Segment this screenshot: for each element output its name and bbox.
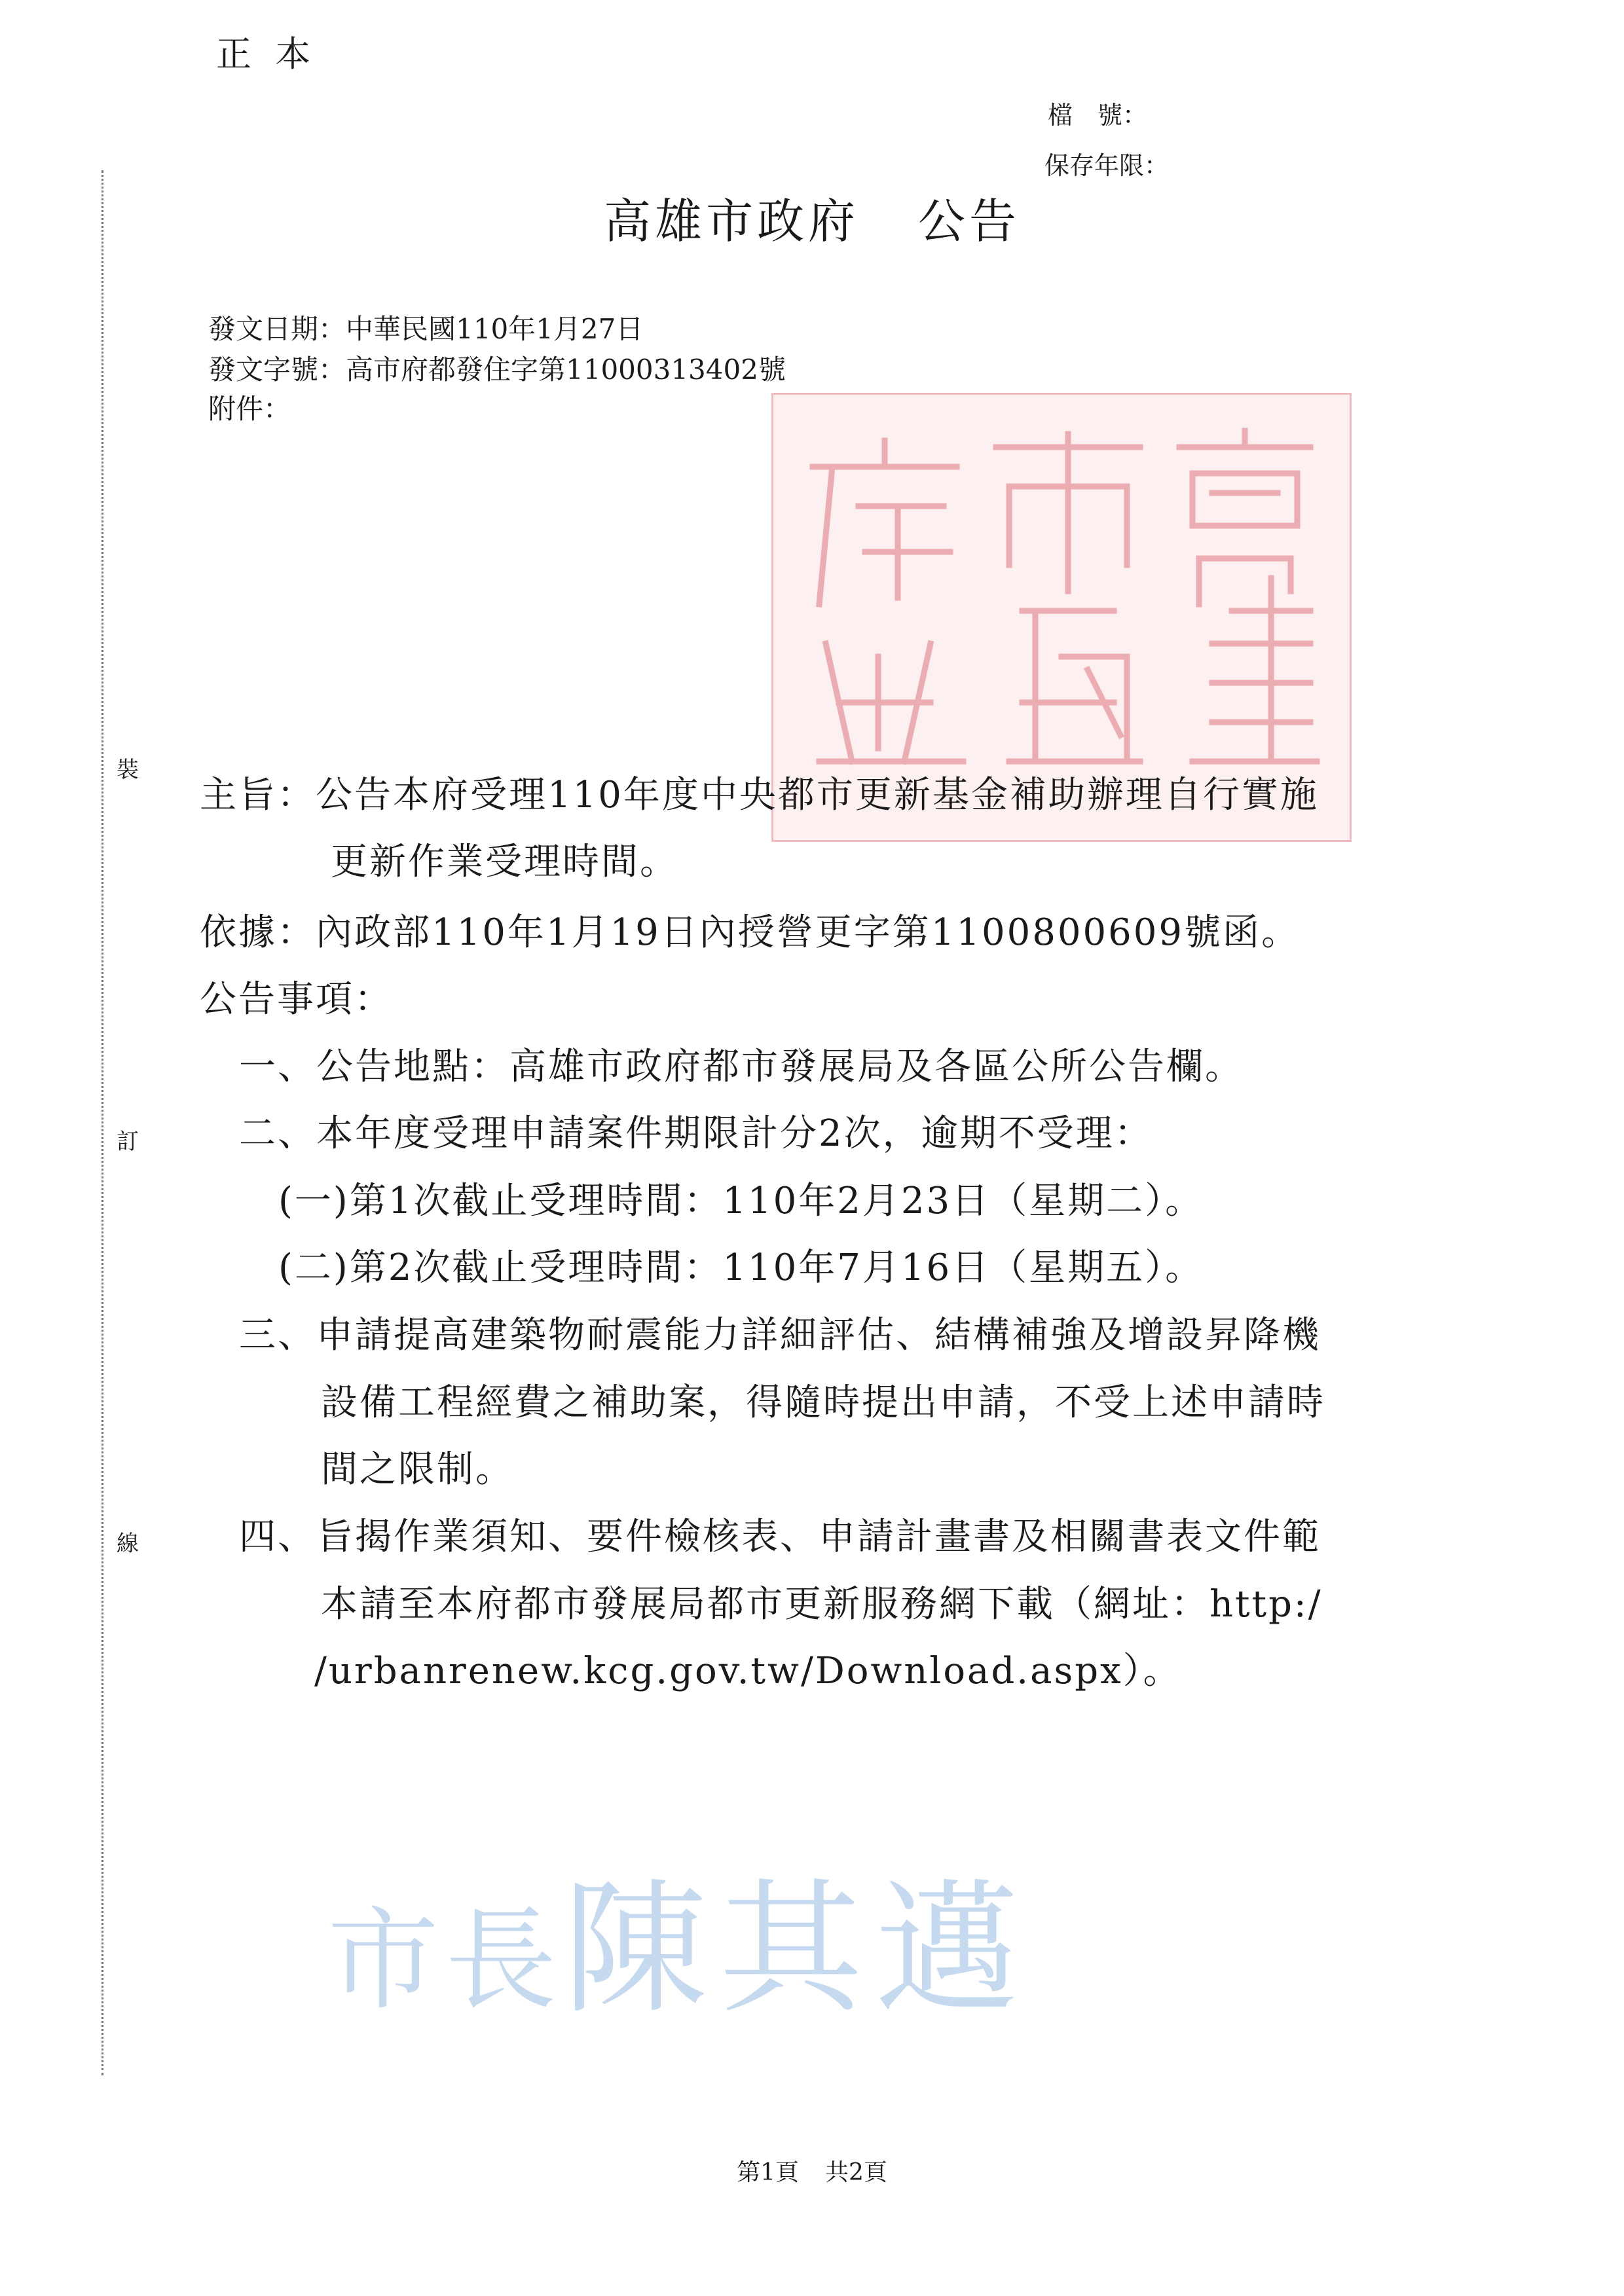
page-total: 共2頁 — [825, 2159, 887, 2186]
mayor-signature-stamp — [327, 1833, 1031, 2040]
item-3-line-3: 間之限制。 — [321, 1448, 514, 1491]
signature-name: 陳其邁 — [563, 1865, 1031, 2033]
item-3-line-2: 設備工程經費之補助案，得隨時提出申請，不受上述申請時 — [321, 1381, 1325, 1424]
page-number: 第1頁 — [737, 2159, 799, 2186]
retention-period-label: 保存年限： — [1044, 151, 1170, 180]
item-2: 二、本年度受理申請案件期限計分2次，逾期不受理： — [239, 1112, 1153, 1155]
item-4-line-1: 四、旨揭作業須知、要件檢核表、申請計畫書及相關書表文件範 — [239, 1516, 1321, 1558]
issuing-agency: 高雄市政府 — [603, 194, 859, 249]
binding-line — [101, 170, 103, 2075]
item-2-sub-2: (二)第2次截止受理時間：110年7月16日（星期五）。 — [278, 1247, 1204, 1289]
page-footer — [0, 2154, 1624, 2187]
attachment-label: 附件： — [208, 393, 291, 425]
items-heading: 公告事項： — [200, 978, 393, 1021]
item-2-sub-1: (一)第1次截止受理時間：110年2月23日（星期二）。 — [278, 1180, 1204, 1222]
basis-line: 依據：內政部110年1月19日內授營更字第1100800609號函。 — [200, 911, 1301, 954]
item-4-line-3: /urbanrenew.kcg.gov.tw/Download.aspx）。 — [314, 1650, 1182, 1692]
binding-mark-line: 線 — [117, 1531, 139, 1557]
item-3-line-1: 三、申請提高建築物耐震能力詳細評估、結構補強及增設昇降機 — [239, 1314, 1321, 1357]
subject-line-1: 主旨：公告本府受理110年度中央都市更新基金補助辦理自行實施 — [200, 774, 1319, 816]
signature-title: 市長 — [327, 1896, 564, 2026]
original-copy-mark: 正本 — [216, 33, 334, 75]
item-1: 一、公告地點：高雄市政府都市發展局及各區公所公告欄。 — [239, 1046, 1244, 1088]
issue-number: 發文字號：高市府都發住字第11000313402號 — [208, 354, 786, 386]
binding-mark-bind: 裝 — [117, 757, 139, 783]
file-number-label: 檔 號： — [1048, 101, 1148, 130]
binding-mark-staple: 訂 — [117, 1129, 139, 1155]
document-type: 公告 — [918, 194, 1021, 249]
document-title — [0, 183, 1624, 251]
item-4-line-2: 本請至本府都市發展局都市更新服務網下載（網址：http:/ — [321, 1583, 1323, 1626]
issue-date: 發文日期：中華民國110年1月27日 — [208, 313, 644, 345]
subject-line-2: 更新作業受理時間。 — [331, 841, 678, 883]
